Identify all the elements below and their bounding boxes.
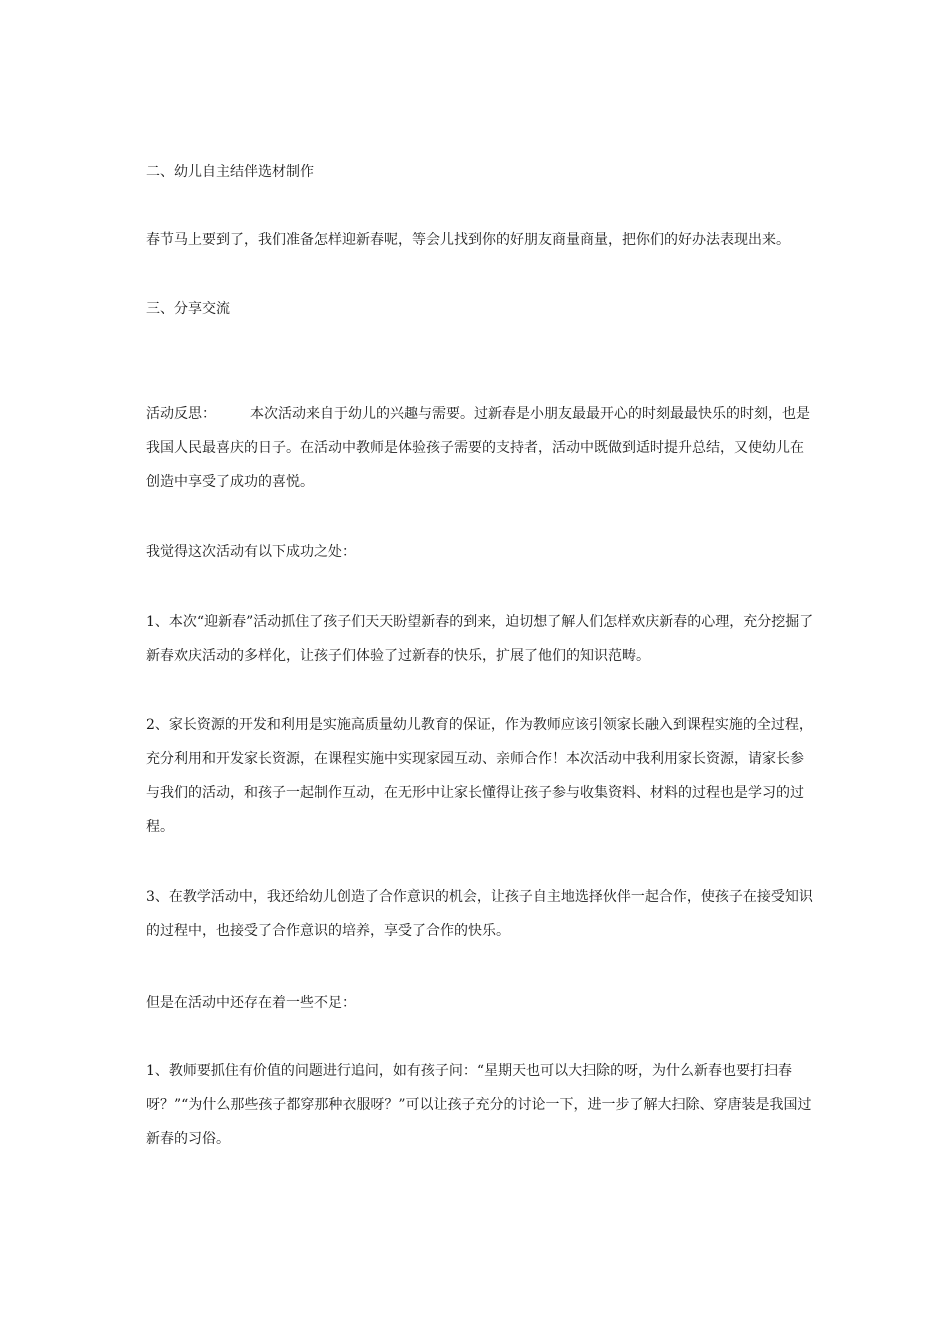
shortcomings-intro: 但是在活动中还存在着一些不足：: [146, 995, 356, 1011]
section-2-heading: 二、幼儿自主结伴选材制作: [146, 164, 314, 180]
section-3-heading: 三、分享交流: [146, 301, 230, 317]
section-2-body: 春节马上要到了，我们准备怎样迎新春呢，等会儿找到你的好朋友商量商量，把你们的好办法表现出来。: [146, 232, 790, 248]
shortcoming-item-1: 1、教师要抓住有价值的问题进行追问，如有孩子问：“星期天也可以大扫除的呀，为什么新春也要打扫春呀？”“为什么那些孩子都穿那种衣服呀？”可以让孩子充分的讨论一下，进一步了解大扫除、穿唐装是我国过新春的习俗。: [146, 1063, 812, 1147]
reflection-label: 活动反思：: [146, 406, 216, 422]
success-item-3: 3、在教学活动中，我还给幼儿创造了合作意识的机会，让孩子自主地选择伙伴一起合作，使孩子在接受知识的过程中，也接受了合作意识的培养，享受了合作的快乐。: [146, 889, 813, 939]
success-item-2: 2、家长资源的开发和利用是实施高质量幼儿教育的保证，作为教师应该引领家长融入到课程实施的全过程，充分利用和开发家长资源，在课程实施中实现家园互动、亲师合作！本次活动中我利用家长资源，请家长参与我们的活动，和孩子一起制作互动，在无形中让家长懂得让孩子参与收集资料、材料的过程也是学习的过程。: [146, 717, 813, 835]
reflection-body: 本次活动来自于幼儿的兴趣与需要。过新春是小朋友最最开心的时刻最最快乐的时刻，也是我国人民最喜庆的日子。在活动中教师是体验孩子需要的支持者，活动中既做到适时提升总结，又使幼儿在创造中享受了成功的喜悦。: [146, 406, 810, 490]
success-item-1: 1、本次“迎新春”活动抓住了孩子们天天盼望新春的到来，迫切想了解人们怎样欢庆新春的心理，充分挖掘了新春欢庆活动的多样化，让孩子们体验了过新春的快乐，扩展了他们的知识范畴。: [146, 614, 814, 664]
reflection-paragraph: [146, 397, 814, 499]
successes-intro: 我觉得这次活动有以下成功之处：: [146, 544, 356, 560]
